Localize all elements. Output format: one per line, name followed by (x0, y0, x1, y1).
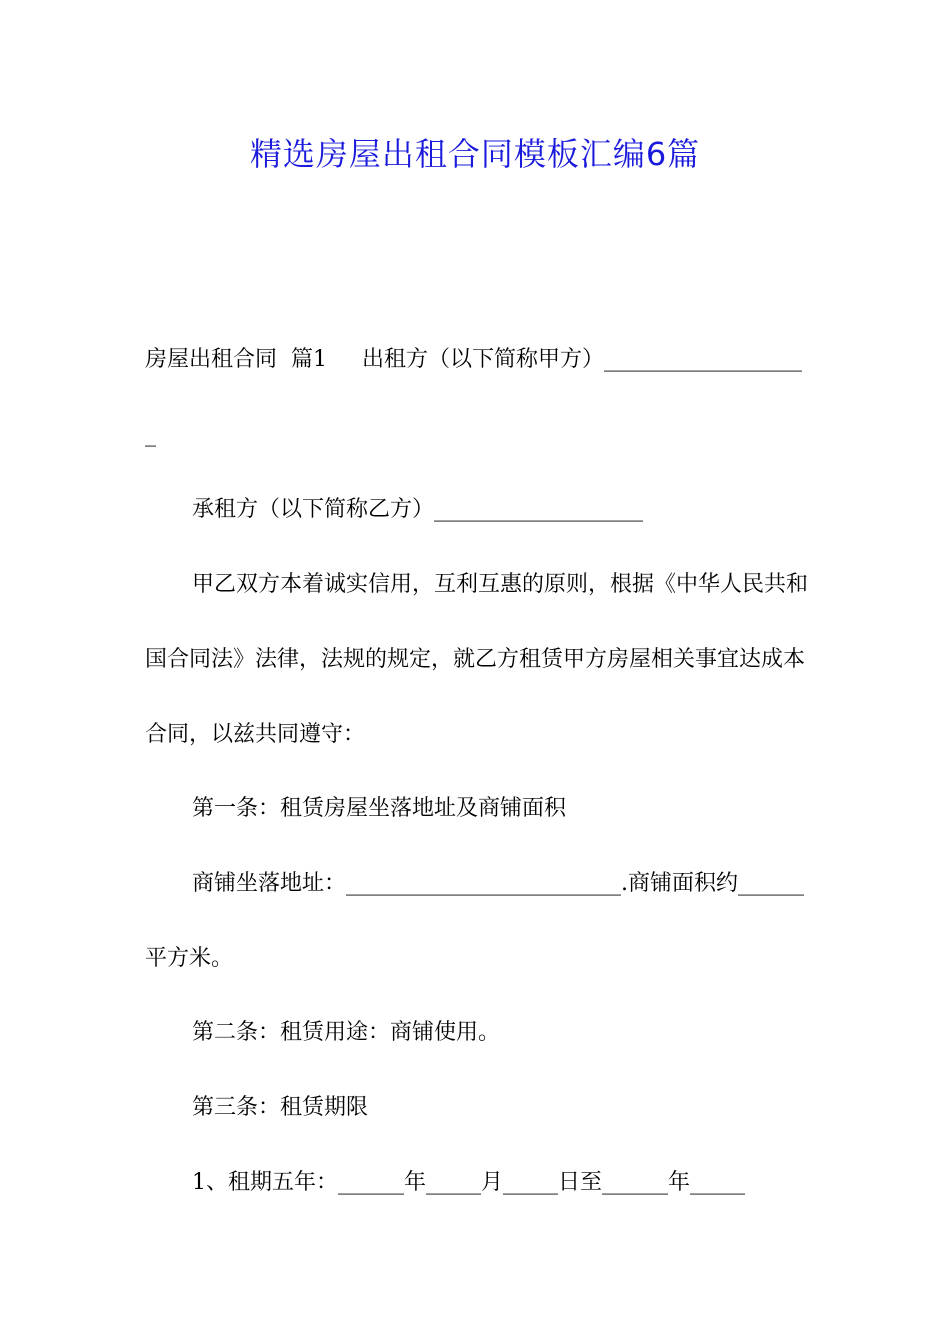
paragraph-header: 房屋出租合同 篇1 出租方（以下简称甲方）___________________ (145, 347, 802, 447)
paragraph-article-3: 第三条：租赁期限 (192, 1095, 369, 1120)
paragraph-lease-term: 1、租期五年：______年_____月_____日至______年_____ (192, 1170, 745, 1195)
paragraph-article-2: 第二条：租赁用途：商铺使用。 (192, 1020, 501, 1045)
document-title: 精选房屋出租合同模板汇编6篇 (249, 135, 701, 173)
paragraph-article-1: 第一条：租赁房屋坐落地址及商铺面积 (192, 796, 567, 821)
paragraph-shop-address: 商铺坐落地址：_________________________.商铺面积约______平方米。 (145, 871, 804, 971)
paragraph-principles: 甲乙双方本着诚实信用，互利互惠的原则，根据《中华人民共和国合同法》法律，法规的规定，就乙方租赁甲方房屋相关事宜达成本合同，以兹共同遵守： (145, 572, 809, 747)
paragraph-lessee: 承租方（以下简称乙方）___________________ (192, 497, 644, 522)
